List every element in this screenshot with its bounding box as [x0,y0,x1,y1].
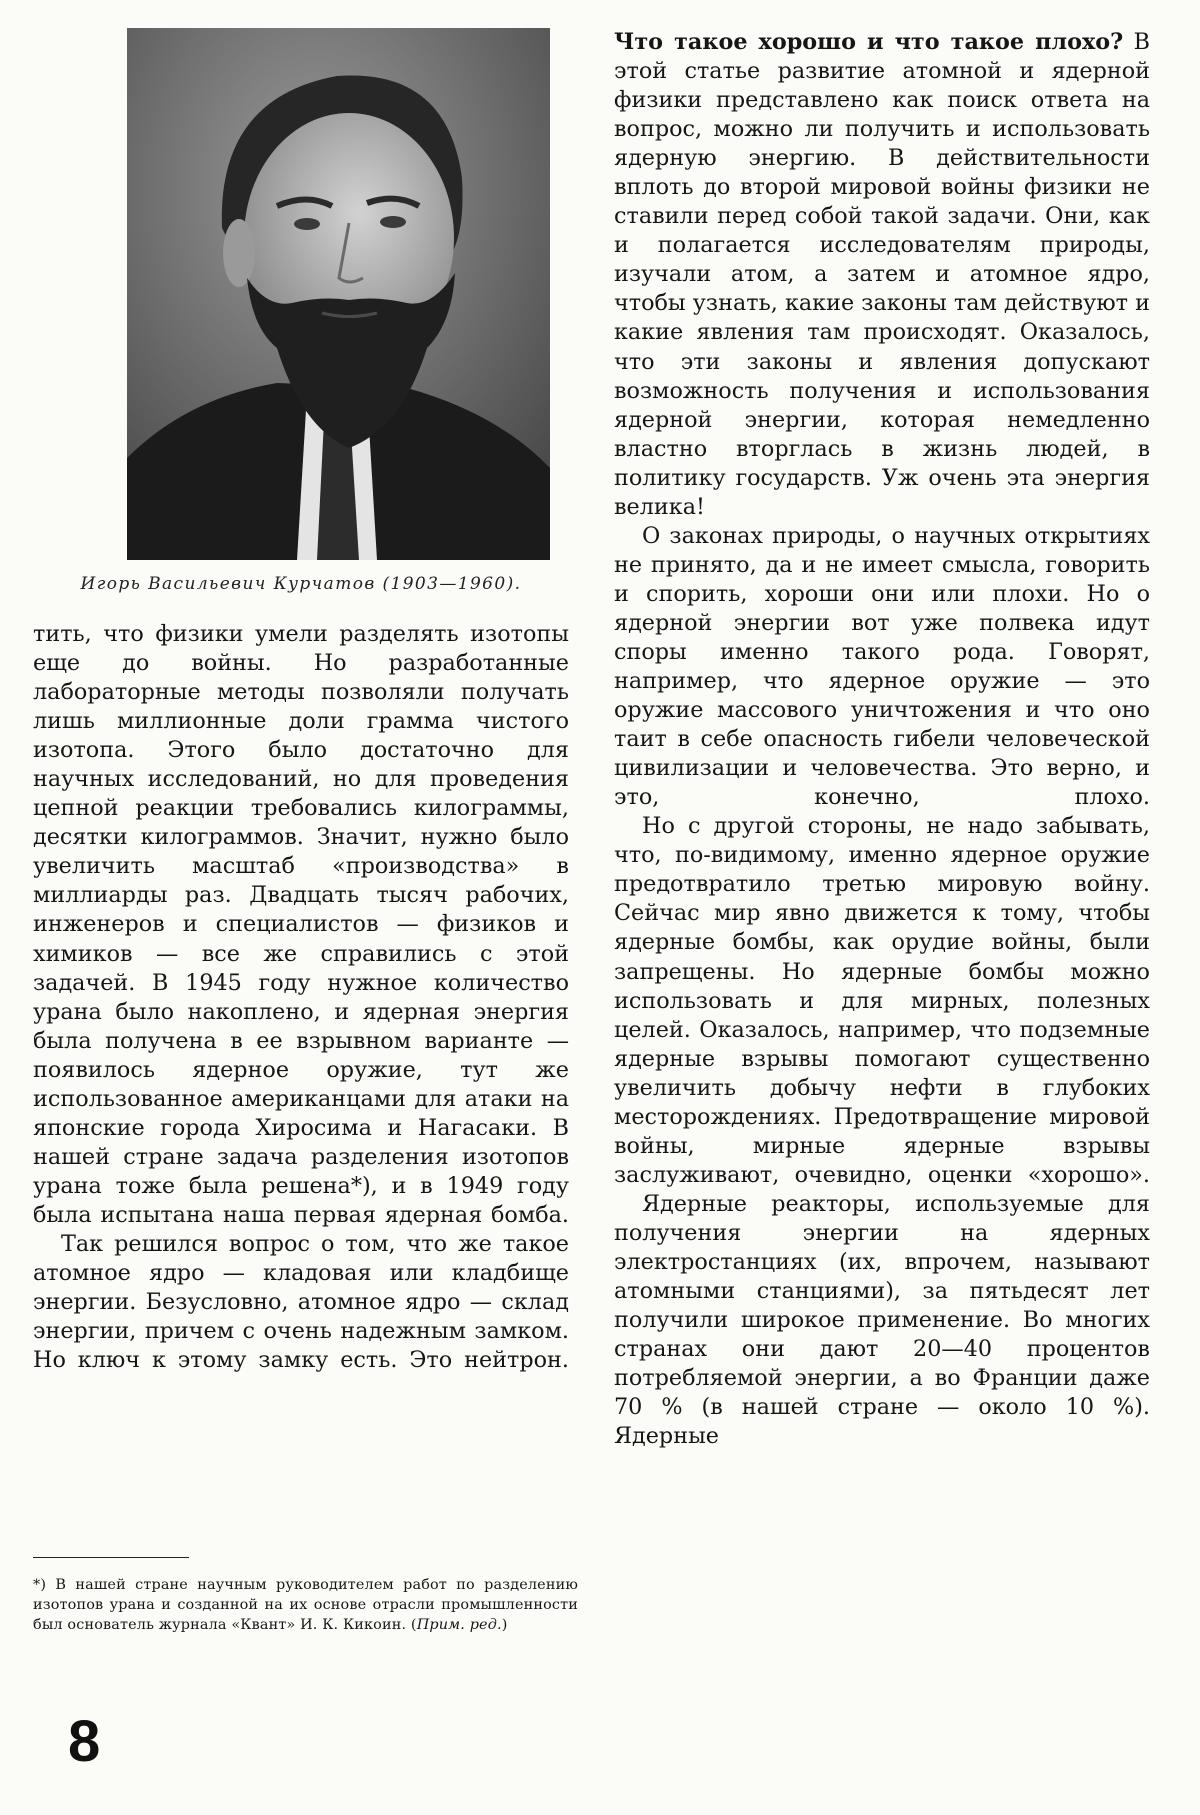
portrait-illustration [127,28,550,560]
footnote-text: *) В нашей стране научным руководителем работ по разделению изотопов урана и созданной на их основе отрасли промышленности был основатель журнала «Квант» И. К. Кикоин. ( [33,1577,578,1633]
left-body-text [33,620,569,1375]
section-heading: Что такое хорошо и что такое плохо? [614,29,1124,55]
right-paragraph-3: Ядерные реакторы, используемые для получения энергии на ядерных электростанциях (их, впрочем, называют атомными станциями), за пятьдесят лет получили широкое применение. Во многих странах они дают 20—40 процентов потребляемой энергии, а во Франции даже 70 % (в нашей стране — около 10 %). Ядерные [614,1190,1150,1450]
left-paragraph-2: Так решился вопрос о том, что же такое атомное ядро — кладовая или кладбище энергии. Безусловно, атомное ядро — склад энергии, причем с очень надежным замком. Но ключ к этому замку есть. Это нейтрон. [33,1230,569,1374]
right-lead-paragraph [614,28,1150,522]
page-number: 8 [68,1709,101,1774]
right-paragraph-1: О законах природы, о научных открытиях не принято, да и не имеет смысла, говорить и спорить, хороши они или плохи. Но о ядерной энергии вот уже полвека идут споры именно такого рода. Говорят, например, что ядерное оружие — это оружие массового уничтожения и что оно таит в себе опасность гибели человеческой цивилизации и человечества. Это верно, и это, конечно, плохо. [614,522,1150,811]
right-column [614,28,1150,1451]
footnote-italic: Прим. ред. [416,1617,502,1633]
portrait-caption: Игорь Васильевич Курчатов (1903—1960). [80,574,522,594]
portrait-photo [127,28,550,560]
left-paragraph-1: тить, что физики умели разделять изотопы еще до войны. Но разработанные лабораторные методы позволяли получать лишь миллионные доли грамма чистого изотопа. Этого было достаточно для научных исследований, но для проведения цепной реакции требовались килограммы, десятки килограммов. Значит, нужно было увеличить масштаб «производства» в миллиарды раз. Двадцать тысяч рабочих, инженеров и специалистов — физиков и химиков — все же справились с этой задачей. В 1945 году нужное количество урана было накоплено, и ядерная энергия была получена в ее взрывном варианте — появилось ядерное оружие, тут же использованное американцами для атаки на японские города Хиросима и Нагасаки. В нашей стране задача разделения изотопов урана тоже была решена*), и в 1949 году была испытана наша первая ядерная бомба. [33,621,569,1228]
footnote-rule [33,1557,189,1558]
right-lead-text: В этой статье развитие атомной и ядерной физики представлено как поиск ответа на вопрос, можно ли получить и использовать ядерную энергию. В действительности вплоть до второй мировой войны физики не ставили перед собой такой задачи. Они, как и полагается исследователям природы, изучали атом, а затем и атомное ядро, чтобы узнать, какие законы там действуют и какие явления там происходят. Оказалось, что эти законы и явления допускают возможность получения и использования ядерной энергии, которая немедленно властно вторглась в жизнь людей, в политику государств. Уж очень эта энергия велика! [614,29,1150,520]
footnote-close: ) [501,1617,508,1633]
footnote [33,1575,578,1635]
right-paragraph-2: Но с другой стороны, не надо забывать, что, по-видимому, именно ядерное оружие предотвратило третью мировую войну. Сейчас мир явно движется к тому, чтобы ядерные бомбы, как орудие войны, были запрещены. Но ядерные бомбы можно использовать и для мирных, полезных целей. Оказалось, например, что подземные ядерные взрывы помогают существенно увеличить добычу нефти в глубоких месторождениях. Предотвращение мировой войны, мирные ядерные взрывы заслуживают, очевидно, оценки «хорошо». [614,813,1150,1188]
